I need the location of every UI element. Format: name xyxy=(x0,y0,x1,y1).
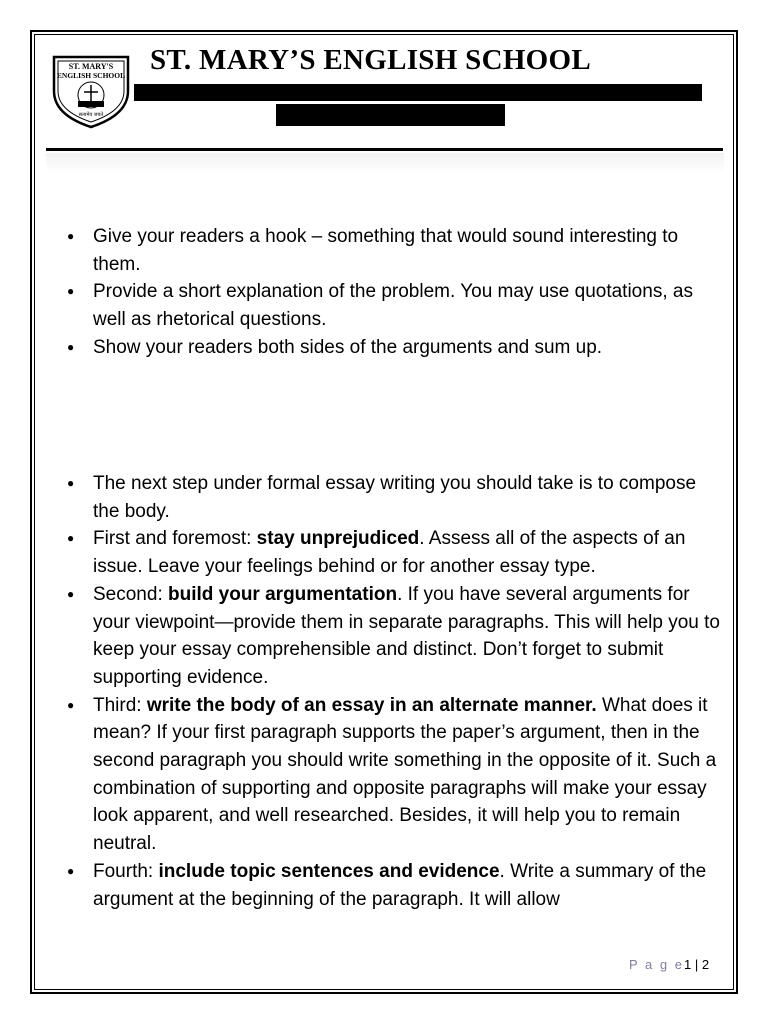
logo-main-text: ENGLISH SCHOOL xyxy=(56,71,126,80)
list-item: ● Fourth: include topic sentences and evidence. Write a summary of the argument at the beginning of the paragraph. It will allow xyxy=(60,858,720,913)
emphasis: build your argumentation xyxy=(168,583,398,605)
bullet-dot-icon: ● xyxy=(67,284,75,299)
bullet-dot-icon: ● xyxy=(67,531,75,546)
bullet-dot-icon: ● xyxy=(67,697,75,712)
bullet-dot-icon: ● xyxy=(67,586,75,601)
redacted-bar-2 xyxy=(276,104,505,126)
bullet-dot-icon: ● xyxy=(67,476,75,490)
list-item: ● The next step under formal essay writing you should take is to compose the body. xyxy=(60,470,720,525)
page-label: P a g e xyxy=(629,957,684,972)
intro-bullet-list xyxy=(60,223,720,362)
school-logo xyxy=(48,45,134,129)
school-name: ST. MARY’S ENGLISH SCHOOL xyxy=(150,44,592,76)
list-item: ● Give your readers a hook – something that would sound interesting to them. xyxy=(60,223,720,278)
header-rule xyxy=(46,148,723,151)
redacted-bar-1 xyxy=(134,84,702,101)
header-rule-shadow xyxy=(46,153,724,173)
body-bullet-list xyxy=(60,470,720,913)
bullet-dot-icon: ● xyxy=(67,339,75,354)
emphasis: include topic sentences and evidence xyxy=(158,860,500,882)
logo-bottom-text: सत्यमेव जयते xyxy=(78,112,104,118)
bullet-dot-icon: ● xyxy=(67,229,75,243)
emphasis: stay unprejudiced xyxy=(256,528,420,550)
list-item: ● Show your readers both sides of the arguments and sum up. xyxy=(60,334,720,362)
list-item: ● Third: write the body of an essay in an alternate manner. What does it mean? If your first paragraph supports the paper’s argument, then in the second paragraph you should write something in the opposite of it. Such a combination of supporting and opposite paragraphs will make your essay look apparent, and well researched. Besides, it will help you to remain neutral. xyxy=(60,692,720,858)
list-item: ● Second: build your argumentation. If you have several arguments for your viewpoint—provide them in separate paragraphs. This will help you to keep your essay comprehensible and distinct. Don’t forget to submit supporting evidence. xyxy=(60,581,720,692)
emphasis: write the body of an essay in an alternate manner. xyxy=(146,694,597,716)
bullet-dot-icon: ● xyxy=(67,863,75,878)
list-item: ● Provide a short explanation of the problem. You may use quotations, as well as rhetorical questions. xyxy=(60,278,720,333)
total-pages: 2 xyxy=(701,957,710,972)
page-separator: | xyxy=(694,957,699,972)
current-page: 1 xyxy=(683,957,692,972)
list-item: ● First and foremost: stay unprejudiced. Assess all of the aspects of an issue. Leave your feelings behind or for another essay type. xyxy=(60,525,720,580)
logo-top-text: ST. MARY'S xyxy=(68,62,114,71)
page-number xyxy=(629,957,709,972)
